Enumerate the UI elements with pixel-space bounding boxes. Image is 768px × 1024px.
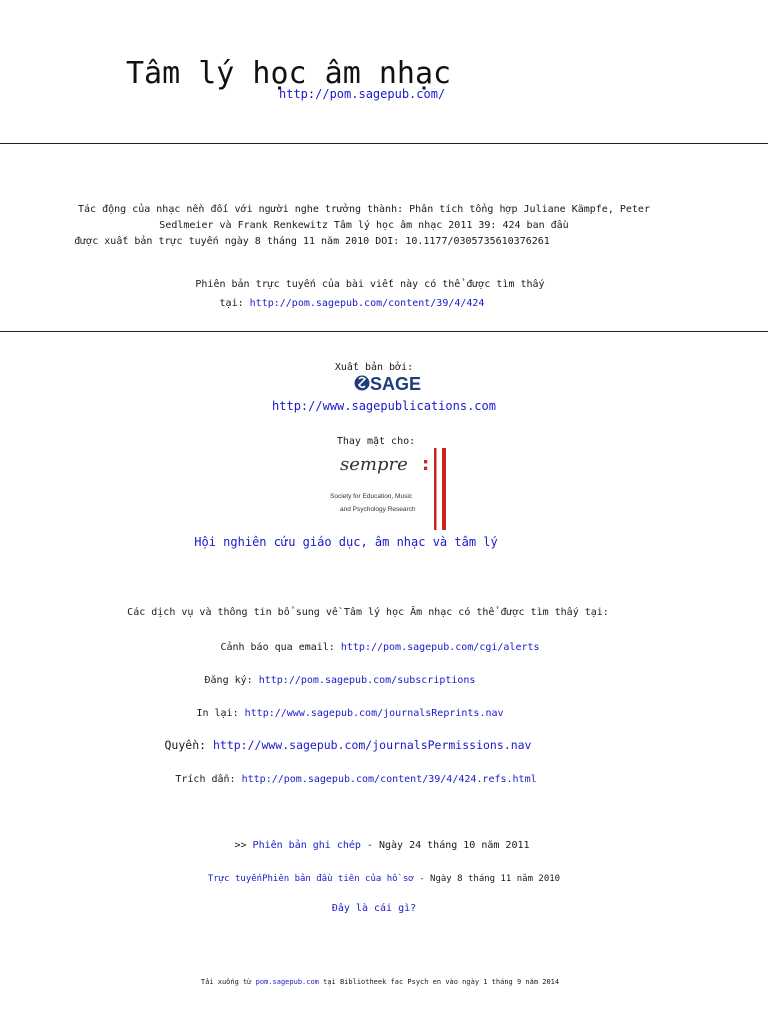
citation-line-1: Tác động của nhạc nền đối với người nghe trưởng thành: Phân tích tổng hợp Juliane Kämpfe, Peter xyxy=(78,204,650,215)
sempre-logo-word: sempre xyxy=(340,454,408,475)
download-footer xyxy=(0,978,764,986)
online-first-date: - Ngày 8 tháng 11 năm 2010 xyxy=(419,874,561,884)
footer-site-link[interactable]: pom.sagepub.com xyxy=(255,978,319,986)
sage-logo-text: SAGE xyxy=(370,374,422,394)
online-first-row xyxy=(0,874,768,884)
version-of-record-date: - Ngày 24 tháng 10 năm 2011 xyxy=(366,840,530,851)
online-version-text: Phiên bản trực tuyến của bài viết này có thể được tìm thấy xyxy=(195,279,545,290)
service-row-citations xyxy=(0,774,740,785)
top-divider xyxy=(0,143,768,144)
service-row-permissions xyxy=(0,738,732,752)
footer-downloaded-from: Tải xuống từ xyxy=(200,978,252,986)
version-of-record-row xyxy=(0,840,766,851)
subscriptions-link[interactable]: http://pom.sagepub.com/subscriptions xyxy=(258,675,476,686)
reprints-link[interactable]: http://www.sagepub.com/journalsReprints.nav xyxy=(244,708,504,719)
published-by-label: Xuất bản bởi: xyxy=(334,362,414,373)
service-row-reprints xyxy=(0,708,734,719)
email-alerts-link[interactable]: http://pom.sagepub.com/cgi/alerts xyxy=(340,642,540,653)
permissions-link[interactable]: http://www.sagepub.com/journalsPermissions.nav xyxy=(212,738,532,752)
online-first-link[interactable]: Trực tuyếnPhiên bản đầu tiên của hồ sơ xyxy=(207,874,414,884)
what-is-this-link[interactable]: Đây là cái gì? xyxy=(331,903,417,914)
sage-publications-link[interactable]: http://www.sagepublications.com xyxy=(272,399,496,413)
svg-text::: : xyxy=(422,454,430,475)
service-label: Trích dẫn: xyxy=(175,774,236,785)
online-version-at xyxy=(0,298,736,309)
page-title: Tâm lý học âm nhạc xyxy=(126,56,452,91)
services-intro: Các dịch vụ và thông tin bổ sung về Tâm lý học Âm nhạc có thể được tìm thấy tại: xyxy=(127,607,609,618)
footer-rest: tại Bibliotheek fac Psych en vào ngày 1 tháng 9 năm 2014 xyxy=(323,978,560,986)
service-row-email-alerts xyxy=(0,642,764,653)
on-behalf-label: Thay mặt cho: xyxy=(336,436,416,447)
version-of-record-link[interactable]: Phiên bản ghi chép xyxy=(252,840,361,851)
middle-divider xyxy=(0,331,768,332)
version-prefix: >> xyxy=(234,840,247,851)
sempre-logo-line-2: and Psychology Research xyxy=(340,506,416,513)
citation-line-2: Sedlmeier và Frank Renkewitz Tâm lý học âm nhạc 2011 39: 424 ban đầu xyxy=(159,220,569,231)
online-version-at-label: tại: xyxy=(219,298,244,309)
sage-logo xyxy=(354,373,424,393)
journal-url-link[interactable]: http://pom.sagepub.com/ xyxy=(279,87,446,101)
service-row-subscriptions xyxy=(0,675,724,686)
sempre-logo xyxy=(330,448,450,530)
citation-line-3: được xuất bản trực tuyến ngày 8 tháng 11 năm 2010 DOI: 10.1177/0305735610376261 xyxy=(74,236,550,247)
citations-link[interactable]: http://pom.sagepub.com/content/39/4/424.refs.html xyxy=(241,774,537,785)
society-link[interactable]: Hội nghiên cứu giáo dục, âm nhạc và tâm lý xyxy=(194,535,498,549)
sempre-logo-line-1: Society for Education, Music xyxy=(330,493,413,500)
service-label: In lại: xyxy=(196,708,239,719)
service-label: Cảnh báo qua email: xyxy=(220,642,335,653)
service-label: Đăng ký: xyxy=(204,675,253,686)
online-version-link[interactable]: http://pom.sagepub.com/content/39/4/424 xyxy=(249,298,485,309)
service-label: Quyền: xyxy=(164,738,207,752)
